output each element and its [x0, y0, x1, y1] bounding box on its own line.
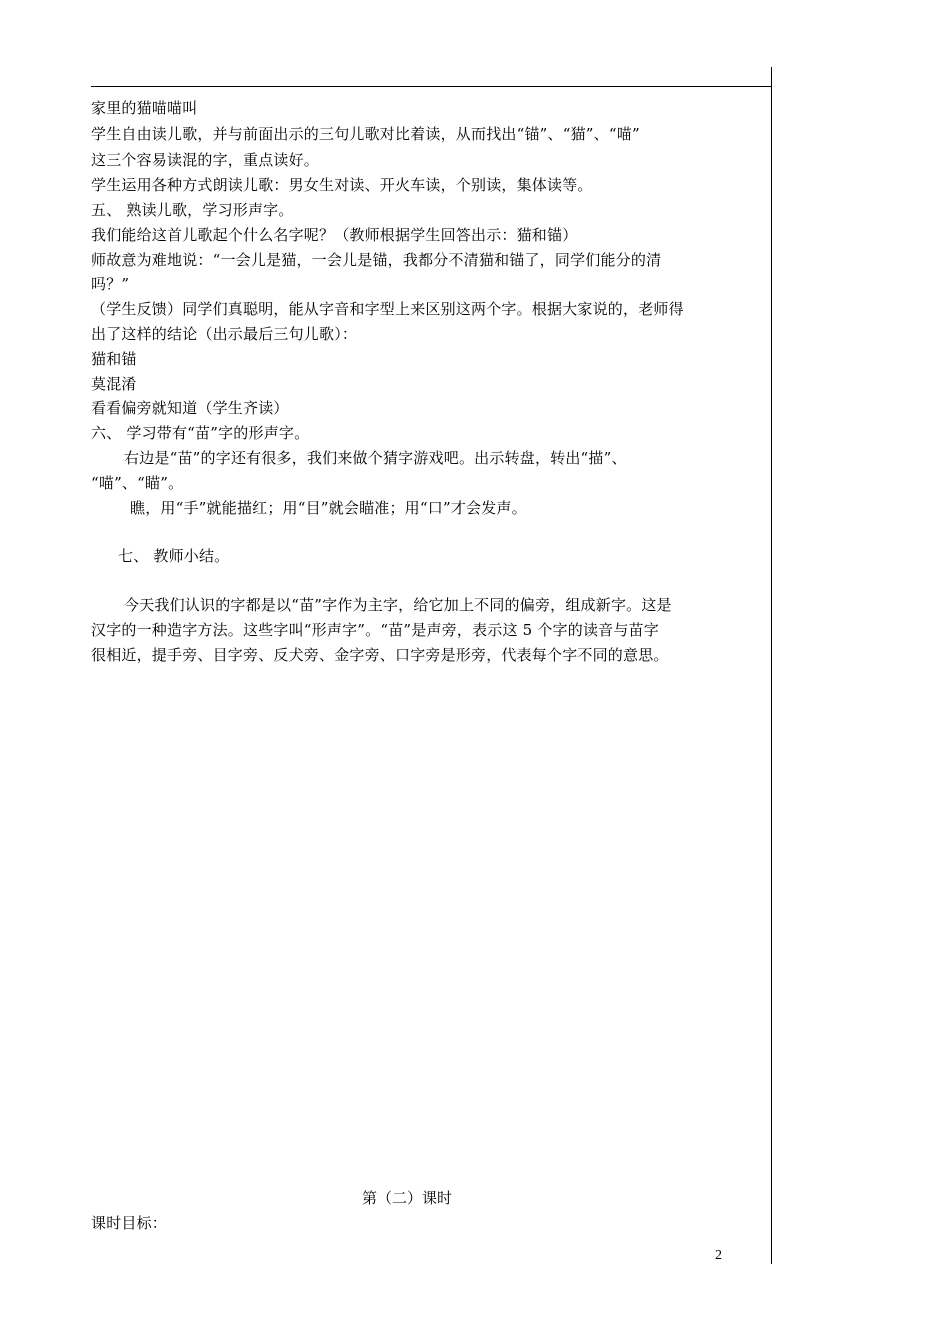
- text-line: 汉字的一种造字方法。这些字叫“形声字”。“苗”是声旁，表示这 5 个字的读音与苗字: [91, 621, 659, 639]
- section-heading: 七、 教师小结。: [118, 547, 230, 565]
- text-line: 这三个容易读混的字，重点读好。: [91, 151, 320, 169]
- section-heading: 六、 学习带有“苗”字的形声字。: [91, 424, 310, 442]
- text-line: （学生反馈）同学们真聪明，能从字音和字型上来区别这两个字。根据大家说的，老师得: [91, 300, 684, 318]
- poem-line: 猫和锚: [91, 350, 137, 368]
- text-line: 学生运用各种方式朗读儿歌：男女生对读、开火车读，个别读，集体读等。: [91, 176, 593, 194]
- text-line: “喵”、“瞄”。: [91, 474, 184, 492]
- right-margin-rule: [771, 67, 772, 1264]
- text-line: 我们能给这首儿歌起个什么名字呢？（教师根据学生回答出示：猫和锚）: [91, 226, 578, 244]
- lesson-goal-label: 课时目标：: [91, 1214, 168, 1232]
- text-line: 很相近，提手旁、目字旁、反犬旁、金字旁、口字旁是形旁，代表每个字不同的意思。: [91, 646, 669, 664]
- text-line: 学生自由读儿歌，并与前面出示的三句儿歌对比着读，从而找出“锚”、“猫”、“喵”: [91, 125, 640, 143]
- header-rule: [91, 86, 772, 87]
- poem-line: 看看偏旁就知道（学生齐读）: [91, 399, 289, 417]
- text-line: 右边是“苗”的字还有很多，我们来做个猜字游戏吧。出示转盘，转出“描”、: [124, 449, 627, 467]
- text-line: 出了这样的结论（出示最后三句儿歌）：: [91, 325, 358, 343]
- section-heading: 五、 熟读儿歌，学习形声字。: [91, 201, 294, 219]
- page-number: 2: [715, 1248, 722, 1263]
- text-line: 今天我们认识的字都是以“苗”字作为主字，给它加上不同的偏旁，组成新字。这是: [124, 596, 672, 614]
- text-line: 家里的猫喵喵叫: [91, 99, 198, 117]
- text-line: 师故意为难地说：“一会儿是猫，一会儿是锚，我都分不清猫和锚了，同学们能分的清: [91, 251, 662, 269]
- text-line: 瞧，用“手”就能描红；用“目”就会瞄准；用“口”才会发声。: [130, 499, 527, 517]
- poem-line: 莫混淆: [91, 375, 137, 393]
- text-line: 吗？”: [91, 275, 130, 293]
- lesson-heading: 第（二）课时: [361, 1189, 452, 1207]
